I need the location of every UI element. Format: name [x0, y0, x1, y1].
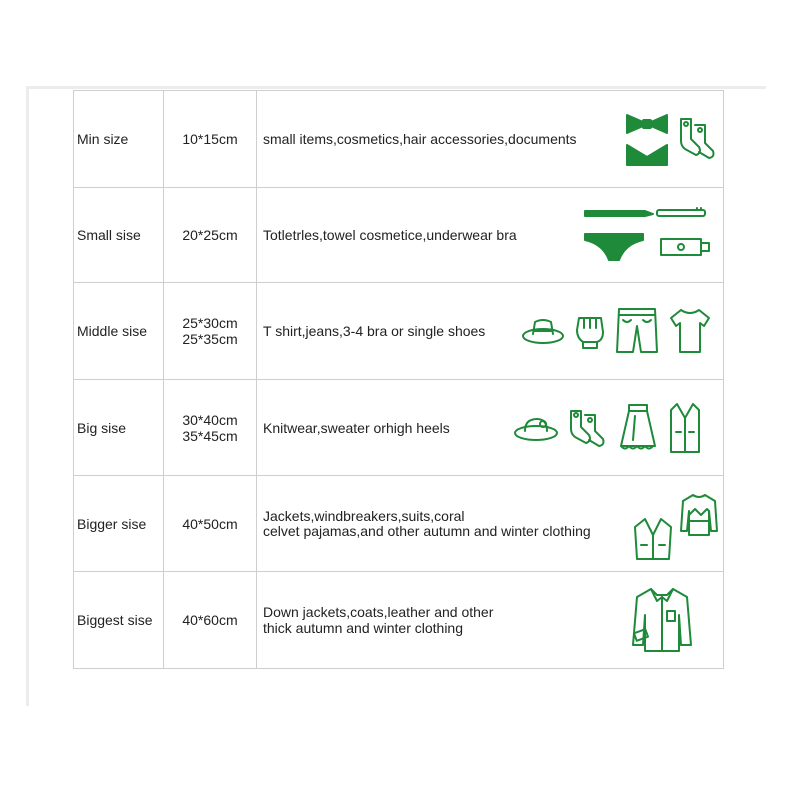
- coat-icon: [629, 585, 695, 655]
- size-description: [257, 188, 724, 283]
- dimension-value: 35*45cm: [182, 427, 238, 444]
- item-icons: [583, 188, 713, 282]
- description-line: Totletrles,towel cosmetice,underwear bra: [263, 227, 517, 243]
- size-dimensions: [164, 476, 257, 572]
- socks-icon: [675, 115, 717, 163]
- description-line: T shirt,jeans,3-4 bra or single shoes: [263, 323, 486, 339]
- page-frame-left: [26, 86, 29, 706]
- table-row: [74, 91, 724, 188]
- description-text: [263, 131, 577, 147]
- skirt-icon: [617, 402, 659, 454]
- socks-icon: [567, 407, 609, 449]
- dimension-value: 30*40cm: [182, 411, 238, 428]
- item-icons: [623, 91, 717, 187]
- description-line: celvet pajamas,and other autumn and winter clothing: [263, 522, 591, 539]
- size-name: Biggest sise: [74, 572, 164, 669]
- dimension-value: 10*15cm: [182, 131, 238, 147]
- dimension-value: 20*25cm: [182, 227, 238, 243]
- size-dimensions: [164, 380, 257, 476]
- vest-icon: [667, 400, 703, 456]
- table-row: [74, 476, 724, 572]
- bow-tie-icon: [623, 111, 671, 137]
- description-line: small items,cosmetics,hair accessories,documents: [263, 131, 577, 147]
- item-icons: [629, 572, 695, 668]
- size-description: [257, 283, 724, 380]
- dimension-value: 25*30cm: [182, 315, 238, 331]
- size-name: Big sise: [74, 380, 164, 476]
- t-shirt-icon: [667, 306, 713, 356]
- size-table: [73, 90, 724, 669]
- size-dimensions: [164, 91, 257, 188]
- dimension-value: 25*35cm: [182, 331, 238, 347]
- table-row: [74, 283, 724, 380]
- glove-icon: [573, 312, 607, 350]
- suit-jacket-icon: [631, 515, 675, 563]
- toothpaste-icon: [659, 235, 713, 259]
- item-icons: [521, 283, 713, 379]
- description-text: [263, 420, 450, 436]
- item-icons: [513, 380, 703, 475]
- item-icons: [631, 476, 721, 571]
- table-row: [74, 380, 724, 476]
- dimension-value: 40*60cm: [182, 612, 238, 628]
- size-name: Min size: [74, 91, 164, 188]
- size-name: Bigger sise: [74, 476, 164, 572]
- size-name: Small sise: [74, 188, 164, 283]
- sweater-icon: [677, 491, 721, 541]
- description-text: [263, 227, 517, 243]
- description-line: Jackets,windbreakers,suits,coral: [263, 507, 465, 524]
- hat-icon: [521, 316, 565, 346]
- table-row: [74, 572, 724, 669]
- table-row: [74, 188, 724, 283]
- description-line: thick autumn and winter clothing: [263, 620, 463, 636]
- description-line: Down jackets,coats,leather and other: [263, 604, 494, 620]
- size-name: Middle sise: [74, 283, 164, 380]
- dimension-value: 40*50cm: [182, 515, 238, 532]
- size-dimensions: [164, 283, 257, 380]
- description-text: [263, 509, 591, 539]
- underwear-icon: [583, 230, 645, 264]
- description-text: [263, 323, 485, 339]
- page-frame-top: [26, 86, 766, 89]
- envelope-icon: [623, 141, 671, 167]
- size-description: [257, 572, 724, 669]
- size-description: [257, 476, 724, 572]
- sun-hat-icon: [513, 413, 559, 443]
- toothbrush-icon: [583, 206, 709, 220]
- size-dimensions: [164, 572, 257, 669]
- size-dimensions: [164, 188, 257, 283]
- description-line: Knitwear,sweater orhigh heels: [263, 419, 450, 436]
- size-description: [257, 380, 724, 476]
- size-description: [257, 91, 724, 188]
- description-text: [263, 604, 493, 636]
- shorts-icon: [615, 306, 659, 356]
